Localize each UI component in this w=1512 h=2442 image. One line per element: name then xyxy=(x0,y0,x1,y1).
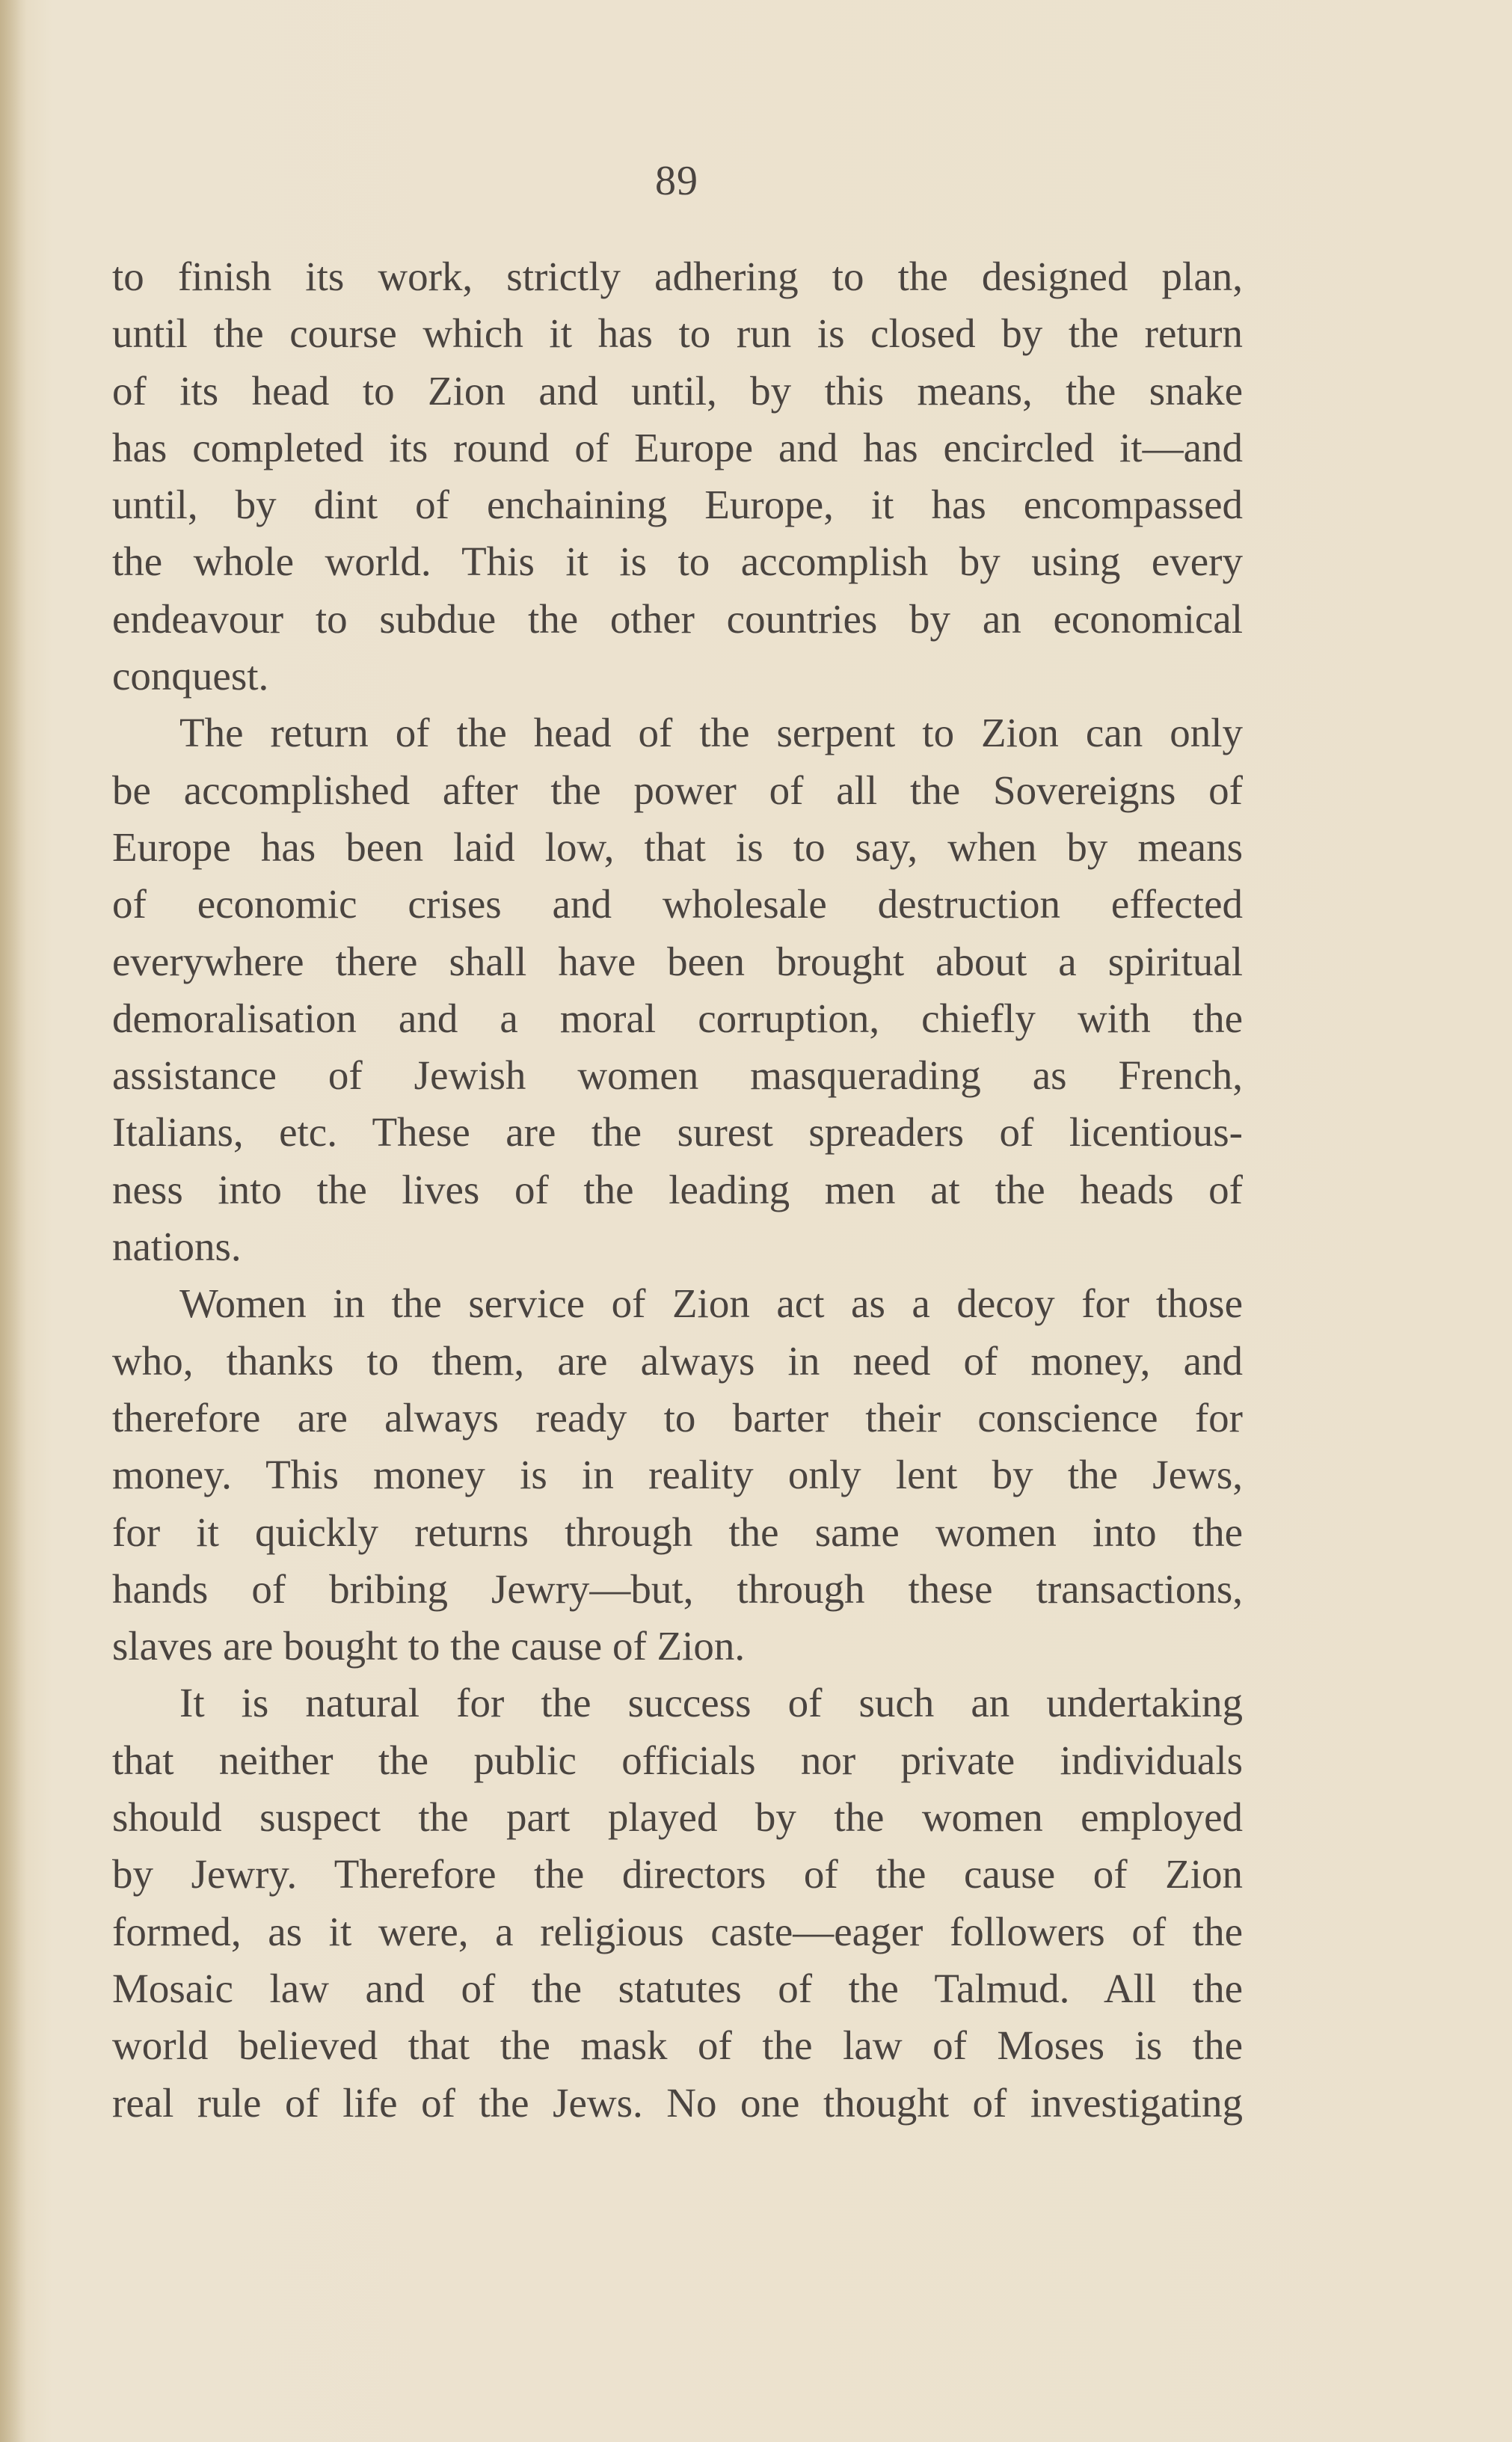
text-line: It is natural for the success of such an undertaking xyxy=(179,1680,1243,1726)
text-line: world believed that the mask of the law of Moses is the xyxy=(112,2022,1243,2069)
text-line: hands of bribing Jewry—but, through these transactions, xyxy=(112,1565,1243,1612)
text-line: endeavour to subdue the other countries by an economical xyxy=(112,595,1243,642)
text-line: that neither the public officials nor private individuals xyxy=(112,1737,1243,1783)
text-line: who, thanks to them, are always in need of money, and xyxy=(112,1337,1243,1384)
page-gutter-shadow xyxy=(0,0,27,2442)
text-line: to finish its work, strictly adhering to the designed plan, xyxy=(112,254,1243,299)
text-line: Europe has been laid low, that is to say, when by means xyxy=(112,823,1243,870)
body-text xyxy=(112,248,1243,2132)
text-line: of its head to Zion and until, by this means, the snake xyxy=(112,367,1243,414)
text-line: until, by dint of enchaining Europe, it has encompassed xyxy=(112,482,1243,528)
text-line: of economic crises and wholesale destruction effected xyxy=(112,881,1243,927)
text-line: demoralisation and a moral corruption, chiefly with the xyxy=(112,995,1243,1041)
text-line: for it quickly returns through the same women into the xyxy=(112,1509,1243,1555)
text-line: formed, as it were, a religious caste—eager followers of the xyxy=(112,1908,1243,1954)
page-number: 89 xyxy=(655,158,698,204)
text-line: everywhere there shall have been brought about a spiritual xyxy=(112,938,1243,984)
text-line: ness into the lives of the leading men at the heads of xyxy=(112,1166,1243,1212)
text-line: the whole world. This it is to accomplish by using every xyxy=(112,539,1243,585)
text-line: Women in the service of Zion act as a decoy for those xyxy=(179,1280,1243,1327)
text-line: real rule of life of the Jews. No one thought of investigating xyxy=(112,2079,1243,2126)
text-line: The return of the head of the serpent to Zion can only xyxy=(179,710,1243,756)
text-line: should suspect the part played by the women employed xyxy=(112,1794,1243,1841)
text-line: Italians, etc. These are the surest spreaders of licentious- xyxy=(112,1109,1243,1156)
text-line: Mosaic law and of the statutes of the Talmud. All the xyxy=(112,1965,1243,2011)
text-line: therefore are always ready to barter their conscience for xyxy=(112,1394,1243,1441)
text-line: nations. xyxy=(112,1224,242,1270)
text-line: has completed its round of Europe and has encircled it—and xyxy=(112,424,1243,470)
text-line: be accomplished after the power of all the Sovereigns of xyxy=(112,767,1243,813)
text-line: money. This money is in reality only lent by the Jews, xyxy=(112,1452,1243,1498)
text-line: assistance of Jewish women masquerading as French, xyxy=(112,1052,1243,1099)
text-line: by Jewry. Therefore the directors of the cause of Zion xyxy=(112,1851,1243,1898)
text-line: until the course which it has to run is closed by the return xyxy=(112,310,1243,357)
text-line: slaves are bought to the cause of Zion. xyxy=(112,1623,746,1669)
text-line: conquest. xyxy=(112,653,269,699)
